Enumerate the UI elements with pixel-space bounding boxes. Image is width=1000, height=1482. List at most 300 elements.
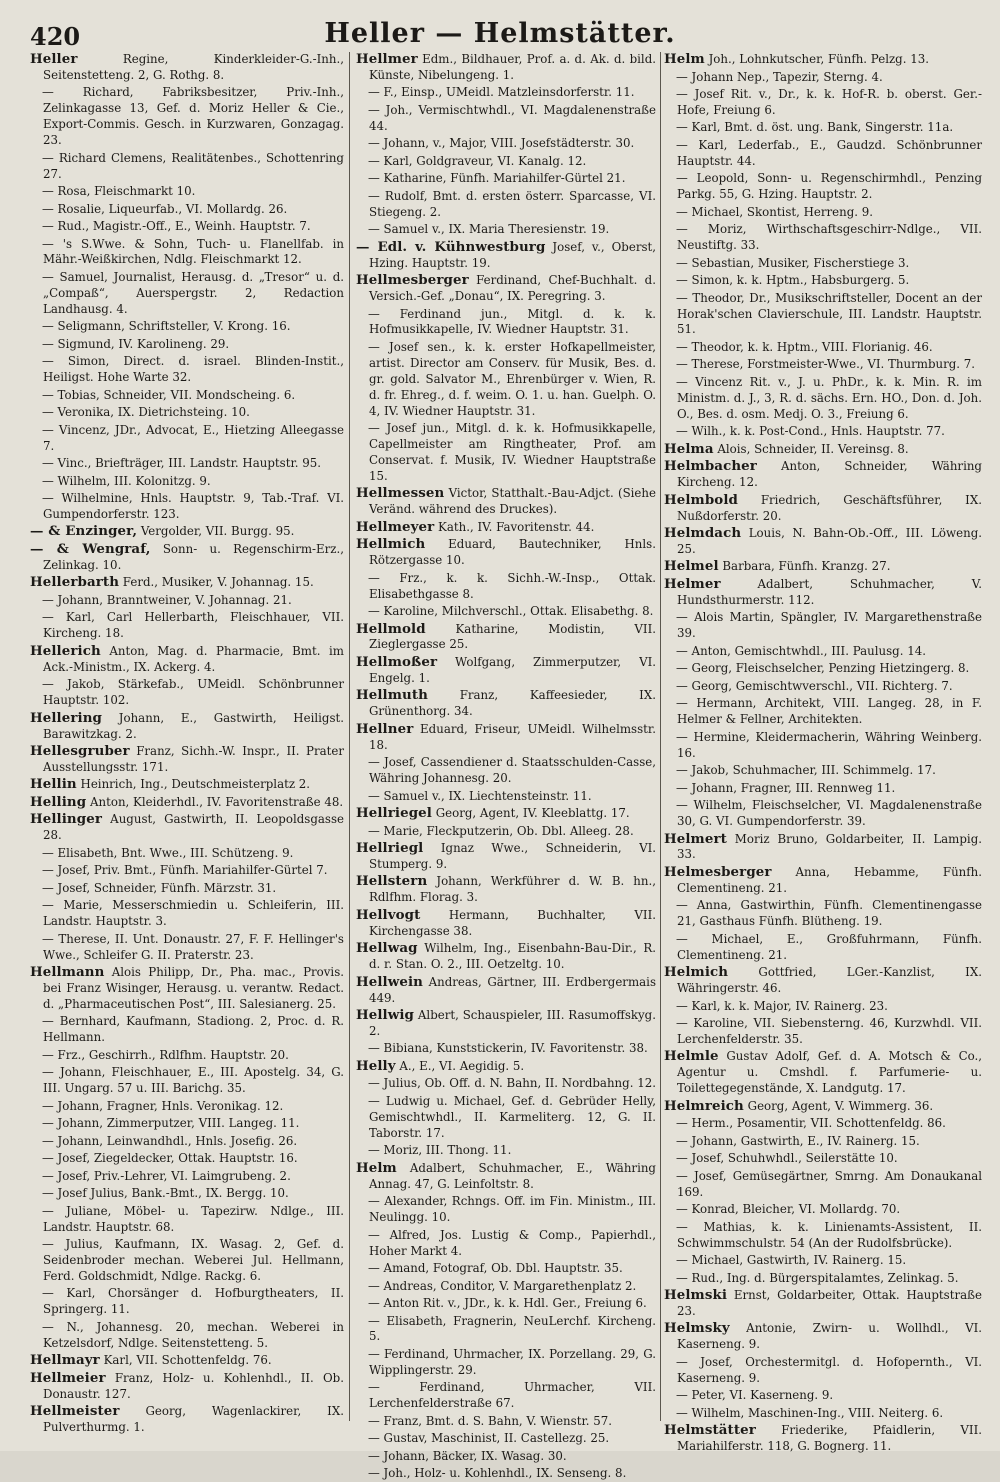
entry-text: — Simon, Direct. d. israel. Blinden-Instit., Heiligst. Hohe Warte 32. [42, 354, 344, 385]
entry-text: Josef, v., Oberst, Hzing. Hauptstr. 19. [369, 239, 657, 270]
entry-headword: Hellstern [356, 873, 428, 890]
directory-entry [356, 1094, 656, 1142]
directory-entry [356, 841, 656, 873]
directory-entry [356, 1194, 656, 1226]
directory-entry [356, 189, 656, 221]
directory-entry [664, 138, 982, 170]
directory-entry [664, 273, 982, 289]
directory-entry [30, 237, 344, 269]
entry-headword: Hellmoßer [356, 653, 438, 670]
entry-text: — F., Einsp., UMeidl. Matzleinsdorferstr. 11. [368, 85, 635, 100]
entry-text: — Julius, Kaufmann, IX. Wasag. 2, Gef. d. Seidenbroder mechan. Weberei Jul. Hellmann, Ferd. Goldschmidt, Ndlge. Rackg. 6. [42, 1237, 344, 1283]
entry-text: — Karoline, Milchverschl., Ottak. Elisabethg. 8. [368, 604, 654, 618]
entry-text: — Johann, Bäcker, IX. Wasag. 30. [368, 1448, 567, 1463]
entry-headword: Helm [356, 1159, 397, 1176]
entry-text: Victor, Statthalt.-Bau-Adjct. (Siehe Veränd. während des Druckes). [369, 486, 656, 517]
directory-entry [356, 604, 656, 620]
directory-entry [356, 136, 656, 152]
entry-headword: Helmer [664, 575, 721, 592]
entry-headword: Hellmessen [356, 485, 445, 502]
directory-entry [664, 1151, 982, 1167]
entry-text: Kath., IV. Favoritenstr. 44. [434, 519, 595, 534]
entry-text: Edm., Bildhauer, Prof. a. d. Ak. d. bild. Künste, Nibelungeng. 1. [369, 52, 656, 82]
entry-headword: Helm [664, 51, 705, 67]
entry-headword: Hellwag [356, 940, 418, 957]
entry-text: — Vincenz Rit. v., J. u. PhDr., k. k. Min. R. im Ministm. d. J., 3, R. d. sächs. Ern. HO., Don. d. Joh. O., Bes. d. osm. Medj. O. 3., Freiung 6. [676, 374, 982, 421]
entry-text: — Vinc., Briefträger, III. Landstr. Hauptstr. 95. [42, 456, 322, 471]
entry-text: — Josef, Cassendiener d. Staatsschulden-Casse, Währing Johannesg. 20. [368, 755, 656, 786]
entry-headword: Helmstätter [664, 1422, 756, 1439]
entry-headword: Helly [356, 1057, 396, 1074]
directory-entry [356, 789, 656, 805]
entry-text: — Rudolf, Bmt. d. ersten österr. Sparcasse, VI. Stiegeng. 2. [368, 188, 656, 219]
entry-text: — Seligmann, Schriftsteller, V. Krong. 16. [42, 319, 291, 334]
entry-text: — Johann, Fragner, Hnls. Veronikag. 12. [42, 1098, 284, 1113]
entry-text: — 's S.Wwe. & Sohn, Tuch- u. Flanellfab. in Mähr.-Weißkirchen, Ndlg. Fleischmarkt 12. [42, 236, 344, 267]
entry-text: Hermann, Buchhalter, VII. Kirchengasse 38. [369, 907, 656, 938]
directory-entry [664, 1220, 982, 1252]
entry-text: — Franz, Bmt. d. S. Bahn, V. Wienstr. 57. [368, 1413, 613, 1428]
directory-entry [356, 103, 656, 135]
entry-text: Franz, Sichh.-W. Inspr., II. Prater Ausstellungsstr. 171. [43, 744, 344, 774]
directory-entry [30, 405, 344, 421]
entry-text: — Sigmund, IV. Karolineng. 29. [42, 336, 230, 351]
entry-headword: Hellmuth [356, 687, 428, 704]
entry-text: — Karl, k. k. Major, IV. Rainerg. 23. [676, 998, 888, 1013]
entry-headword: Hellwig [356, 1007, 415, 1024]
entry-text: — Josef sen., k. k. erster Hofkapellmeister, artist. Director am Conserv. für Musik, Bes. d. gr. gold. Salvator M., Ehrenbürger v. Wien, R. d. fr. Ehreg., d. f. weim. O. 1. u. han. Guelph. O. 4, IV. Wiedner Hauptstr. 31. [368, 339, 656, 418]
directory-entry [30, 1116, 344, 1132]
entry-headword: Heller [30, 51, 78, 67]
column-3 [664, 51, 982, 1454]
directory-entry [664, 679, 982, 695]
directory-entry [356, 1161, 656, 1193]
entry-text: Ignaz Wwe., Schneiderin, VI. Stumperg. 9. [369, 841, 656, 871]
directory-entry [356, 222, 656, 238]
directory-entry [356, 722, 656, 754]
entry-headword: — & Wengraf, [30, 540, 151, 557]
entry-headword: Helmbold [664, 491, 738, 508]
entry-text: — Elisabeth, Bnt. Wwe., III. Schützeng. 9. [42, 845, 294, 860]
directory-entry [30, 388, 344, 404]
directory-entry [356, 1076, 656, 1092]
directory-entry [356, 941, 656, 973]
entry-text: Johann, E., Gastwirth, Heiligst. Barawitzkag. 2. [43, 710, 344, 741]
directory-entry [664, 442, 982, 458]
entry-headword: Hellmich [356, 536, 426, 553]
entry-text: — Mathias, k. k. Linienamts-Assistent, II. Schwimmschulstr. 54 (An der Rudolfsbrücke). [676, 1219, 982, 1250]
entry-text: Louis, N. Bahn-Ob.-Off., III. Löweng. 25. [677, 526, 982, 556]
directory-entry [30, 319, 344, 335]
directory-entry [664, 459, 982, 491]
entry-text: — Vincenz, JDr., Advocat, E., Hietzing Alleegasse 7. [42, 422, 344, 453]
entry-text: — Johann, v., Major, VIII. Josefstädterstr. 30. [368, 136, 635, 151]
directory-entry [664, 1169, 982, 1201]
entry-headword: — & Enzinger, [30, 523, 138, 540]
directory-entry [664, 1355, 982, 1387]
directory-entry [30, 575, 344, 591]
entry-text: — Gustav, Maschinist, II. Castellezg. 25. [368, 1431, 610, 1446]
entry-text: Joh., Lohnkutscher, Fünfh. Pelzg. 13. [704, 52, 929, 66]
directory-entry [30, 1237, 344, 1285]
entry-text: Franz, Kaffeesieder, IX. Grünenthorg. 34. [369, 688, 656, 719]
directory-entry [664, 171, 982, 203]
entry-headword: Hellerbarth [30, 574, 120, 591]
entry-text: Friederike, Pfaidlerin, VII. Mariahilferstr. 118, G. Bognerg. 11. [677, 1423, 982, 1454]
entry-text: — Simon, k. k. Hptm., Habsburgerg. 5. [676, 273, 910, 288]
entry-text: Moriz Bruno, Goldarbeiter, II. Lampig. 33. [677, 831, 982, 862]
entry-headword: Helling [30, 793, 87, 810]
entry-text: — Hermann, Architekt, VIII. Langeg. 28, in F. Helmer & Fellner, Architekten. [676, 696, 982, 727]
entry-text: — Anna, Gastwirthin, Fünfh. Clementinengasse 21, Gasthaus Fünfh. Blütheng. 19. [676, 898, 982, 929]
directory-entry [30, 354, 344, 386]
directory-entry [30, 270, 344, 318]
page-number: 420 [30, 22, 81, 51]
directory-entry [664, 798, 982, 830]
entry-text: Eduard, Friseur, UMeidl. Wilhelmsstr. 18. [369, 721, 656, 752]
entry-headword: Hellmold [356, 620, 426, 637]
entry-text: — Andreas, Conditor, V. Margarethenplatz 2. [368, 1278, 637, 1293]
directory-entry [356, 1008, 656, 1040]
entry-headword: Hellmayr [30, 1352, 100, 1369]
directory-entry [30, 474, 344, 490]
entry-text: Wilhelm, Ing., Eisenbahn-Bau-Dir., R. d. r. Stan. O. 2., III. Oetzeltg. 10. [369, 941, 656, 972]
directory-entry [664, 832, 982, 864]
entry-text: Vergolder, VII. Burgg. 95. [137, 524, 295, 539]
entry-text: — Ferdinand, Uhrmacher, VII. Lerchenfelderstraße 67. [368, 1380, 656, 1411]
entry-text: Franz, Holz- u. Kohlenhdl., II. Ob. Donaustr. 127. [43, 1370, 344, 1401]
entry-text: — Alois Martin, Spängler, IV. Margarethenstraße 39. [676, 610, 982, 641]
directory-entry [356, 171, 656, 187]
directory-entry [356, 85, 656, 101]
directory-entry [664, 357, 982, 373]
entry-text: — Therese, II. Unt. Donaustr. 27, F. F. Hellinger's Wwe., Schleifer G. II. Praterstr. 23. [42, 931, 344, 962]
directory-entry [30, 184, 344, 200]
entry-text: Ferdinand, Chef-Buchhalt. d. Versich.-Gef. „Donau“, IX. Peregring. 3. [369, 273, 656, 304]
directory-entry [356, 688, 656, 720]
entry-text: — Samuel, Journalist, Herausg. d. „Tresor“ u. d. „Compaß“, Auerspergstr. 2, Redaction Landhausg. 4. [42, 269, 344, 316]
directory-entry [356, 874, 656, 906]
directory-entry [664, 1423, 982, 1455]
directory-entry [664, 610, 982, 642]
directory-entry [664, 898, 982, 930]
directory-entry [664, 696, 982, 728]
directory-entry [356, 340, 656, 420]
entry-headword: Hellesgruber [30, 743, 130, 759]
entry-text: — Johann, Fleischhauer, E., III. Apostelg. 34, G. III. Ungarg. 57 u. III. Barichg. 35. [42, 1065, 344, 1096]
entry-text: — Alfred, Jos. Lustig & Comp., Papierhdl., Hoher Markt 4. [368, 1227, 656, 1258]
directory-entry [664, 340, 982, 356]
entry-text: Georg, Agent, IV. Kleeblattg. 17. [431, 806, 630, 821]
entry-text: Georg, Wagenlackirer, IX. Pulverthurmg. 1. [43, 1404, 344, 1435]
entry-text: — Wilhelm, Fleischselcher, VI. Magdalenenstraße 30, G. VI. Gumpendorferstr. 39. [676, 798, 982, 828]
entry-text: — Karoline, VII. Siebensterng. 46, Kurzwhdl. VII. Lerchenfelderstr. 35. [676, 1016, 982, 1046]
entry-text: — Amand, Fotograf, Ob. Dbl. Hauptstr. 35. [368, 1261, 623, 1275]
entry-text: Anton, Schneider, Währing Kircheng. 12. [677, 459, 982, 490]
directory-entry [30, 151, 344, 183]
directory-entry [664, 87, 982, 119]
entry-text: — Julius, Ob. Off. d. N. Bahn, II. Nordbahng. 12. [368, 1076, 656, 1091]
entry-headword: Helmski [664, 1287, 728, 1304]
entry-text: — Georg, Fleischselcher, Penzing Hietzingerg. 8. [676, 661, 970, 676]
entry-text: — Rud., Ing. d. Bürgerspitalamtes, Zelinkag. 5. [676, 1270, 959, 1285]
entry-text: — Joh., Holz- u. Kohlenhdl., IX. Senseng. 8. [368, 1466, 627, 1481]
entry-text: — Josef, Priv. Bmt., Fünfh. Mariahilfer-Gürtel 7. [42, 863, 328, 878]
directory-entry [664, 999, 982, 1015]
directory-entry [664, 1116, 982, 1132]
directory-entry [30, 1186, 344, 1202]
directory-entry [664, 763, 982, 779]
directory-entry [356, 622, 656, 654]
directory-entry [30, 795, 344, 811]
entry-text: — Sebastian, Musiker, Fischerstiege 3. [676, 255, 910, 270]
directory-entry [664, 644, 982, 660]
entry-text: — Jakob, Stärkefab., UMeidl. Schönbrunner Hauptstr. 102. [42, 677, 344, 708]
entry-text: — Karl, Bmt. d. öst. ung. Bank, Singerstr. 11a. [676, 120, 954, 135]
entry-headword: Hellmesberger [356, 272, 469, 289]
entry-headword: Helmel [664, 558, 719, 575]
directory-entry [30, 1014, 344, 1046]
directory-entry [664, 526, 982, 558]
directory-entry [664, 1253, 982, 1269]
directory-entry [664, 781, 982, 797]
directory-entry [664, 1406, 982, 1422]
directory-entry [356, 52, 656, 84]
directory-entry [30, 85, 344, 149]
entry-headword: Helmsky [664, 1320, 730, 1337]
entry-text: — Anton, Gemischtwhdl., III. Paulusg. 14. [676, 643, 926, 658]
directory-entry [664, 424, 982, 440]
directory-entry [356, 154, 656, 170]
directory-entry [30, 491, 344, 523]
entry-text: — Ferdinand, Uhrmacher, IX. Porzellang. 29, G. Wipplingerstr. 29. [368, 1346, 656, 1377]
entry-text: — N., Johannesg. 20, mechan. Weberei in Ketzelsdorf, Ndlge. Seitenstetteng. 5. [42, 1319, 344, 1350]
directory-entry [356, 1261, 656, 1277]
entry-headword: Hellner [356, 720, 414, 737]
entry-text: — Josef, Priv.-Lehrer, VI. Laimgrubeng. 2. [42, 1168, 291, 1183]
directory-entry [30, 52, 344, 84]
entry-text: Gustav Adolf, Gef. d. A. Motsch & Co., Agentur u. Cmshdl. f. Parfumerie- u. Toilettegegenstände, X. Landgutg. 17. [677, 1049, 982, 1096]
directory-entry [664, 256, 982, 272]
directory-entry [356, 975, 656, 1007]
entry-headword: Hellriegel [356, 805, 432, 822]
directory-entry [30, 593, 344, 609]
directory-entry [356, 806, 656, 822]
directory-entry [30, 965, 344, 1013]
entry-headword: Hellerich [30, 642, 101, 659]
entry-headword: Hellmer [356, 51, 418, 67]
directory-entry [664, 375, 982, 423]
directory-entry [356, 1228, 656, 1260]
entry-text: — Wilh., k. k. Post-Cond., Hnls. Hauptstr. 77. [676, 424, 945, 439]
entry-text: Ferd., Musiker, V. Johannag. 15. [119, 575, 314, 590]
directory-entry [30, 337, 344, 353]
directory-entry [664, 865, 982, 897]
directory-entry [664, 120, 982, 136]
entry-text: — Theodor, k. k. Hptm., VIII. Florianig. 46. [676, 339, 933, 354]
entry-text: — Karl, Chorsänger d. Hofburgtheaters, II. Springerg. 11. [42, 1286, 344, 1317]
entry-headword: Helmich [664, 964, 729, 981]
entry-text: Adalbert, Schuhmacher, V. Hundsthurmerstr. 112. [677, 576, 982, 607]
directory-entry [664, 493, 982, 525]
entry-text: Johann, Werkführer d. W. B. hn., Rdlfhm. Florag. 3. [369, 874, 656, 905]
entry-text: — Moriz, Wirthschaftsgeschirr-Ndlge., VII. Neustiftg. 33. [676, 222, 982, 253]
directory-entry [30, 1320, 344, 1352]
entry-text: August, Gastwirth, II. Leopoldsgasse 28. [43, 812, 344, 843]
entry-text: — Ludwig u. Michael, Gef. d. Gebrüder Helly, Gemischtwhdl., II. Karmeliterg. 12, G. II. Taborstr. 17. [368, 1093, 656, 1140]
directory-entry [356, 824, 656, 840]
directory-entry [30, 423, 344, 455]
directory-entry [664, 1388, 982, 1404]
entry-text: — Michael, E., Großfuhrmann, Fünfh. Clementineng. 21. [676, 931, 982, 962]
entry-headword: Helmdach [664, 525, 742, 542]
directory-entry [30, 644, 344, 676]
entry-text: Georg, Agent, V. Wimmerg. 36. [743, 1098, 934, 1113]
directory-entry [356, 537, 656, 569]
directory-entry [30, 881, 344, 897]
entry-text: Antonie, Zwirn- u. Wollhdl., VI. Kaserneng. 9. [677, 1321, 982, 1352]
directory-entry [356, 421, 656, 485]
directory-entry [356, 1347, 656, 1379]
entry-text: — Katharine, Fünfh. Mariahilfer-Gürtel 21. [368, 171, 626, 186]
directory-entry [30, 610, 344, 642]
entry-text: — Josef, Gemüsegärtner, Smrng. Am Donaukanal 169. [676, 1168, 982, 1199]
entry-headword: Hellwein [356, 973, 424, 990]
directory-entry [356, 486, 656, 518]
entry-text: Anna, Hebamme, Fünfh. Clementineng. 21. [677, 864, 982, 895]
directory-entry [356, 520, 656, 536]
entry-text: — Elisabeth, Fragnerin, NeuLerchf. Kircheng. 5. [368, 1313, 656, 1344]
entry-headword: Hellmeyer [356, 518, 435, 535]
entry-text: — Marie, Messerschmiedin u. Schleiferin, III. Landstr. Hauptstr. 3. [42, 898, 344, 929]
entry-text: Regine, Kinderkleider-G.-Inh., Seitenstetteng. 2, G. Rothg. 8. [43, 52, 344, 82]
entry-text: — Anton Rit. v., JDr., k. k. Hdl. Ger., Freiung 6. [368, 1296, 647, 1310]
entry-text: Karl, VII. Schottenfeldg. 76. [99, 1353, 272, 1368]
directory-entry [30, 932, 344, 964]
entry-text: Sonn- u. Regenschirm-Erz., Zelinkag. 10. [43, 541, 344, 572]
directory-entry [30, 711, 344, 743]
directory-entry [356, 1414, 656, 1430]
entry-headword: Helmbacher [664, 458, 757, 475]
directory-entry [356, 1279, 656, 1295]
directory-entry [664, 965, 982, 997]
entry-text: — Tobias, Schneider, VII. Mondscheing. 6. [42, 387, 296, 402]
directory-entry [30, 1099, 344, 1115]
directory-entry [30, 524, 344, 540]
entry-text: — Bernhard, Kaufmann, Stadiong. 2, Proc. d. R. Hellmann. [42, 1014, 344, 1045]
entry-text: — Bibiana, Kunststickerin, IV. Favoritenstr. 38. [368, 1041, 648, 1056]
entry-text: Wolfgang, Zimmerputzer, VI. Engelg. 1. [369, 654, 656, 685]
entry-text: — Johann, Fragner, III. Rennweg 11. [676, 780, 896, 795]
entry-headword: Hellmann [30, 964, 105, 981]
entry-text: Gottfried, LGer.-Kanzlist, IX. Währingerstr. 46. [677, 965, 982, 996]
entry-text: — Karl, Carl Hellerbarth, Fleischhauer, VII. Kircheng. 18. [42, 610, 344, 641]
entry-text: — Rosalie, Liqueurfab., VI. Mollardg. 26. [42, 201, 288, 216]
entry-text: Albert, Schauspieler, III. Rasumoffskyg. 2. [369, 1008, 656, 1038]
entry-text: — Hermine, Kleidermacherin, Währing Weinberg. 16. [676, 729, 982, 760]
directory-entry [664, 730, 982, 762]
entry-text: — Therese, Forstmeister-Wwe., VI. Thurmburg. 7. [676, 357, 976, 372]
directory-entry [356, 1431, 656, 1447]
entry-text: — Johann, Gastwirth, E., IV. Rainerg. 15. [676, 1133, 920, 1148]
entry-text: — Frz., k. k. Sichh.-W.-Insp., Ottak. Elisabethgasse 8. [368, 570, 656, 601]
directory-entry [30, 677, 344, 709]
entry-headword: Hellvogt [356, 906, 421, 923]
entry-text: — Richard Clemens, Realitätenbes., Schottenring 27. [42, 150, 344, 181]
entry-text: A., E., VI. Aegidig. 5. [395, 1058, 525, 1073]
directory-entry [664, 577, 982, 609]
entry-text: — Michael, Skontist, Herreng. 9. [676, 204, 874, 219]
entry-headword: Helmle [664, 1048, 719, 1065]
directory-entry [30, 542, 344, 574]
entry-headword: Hellering [30, 709, 103, 726]
column-1 [30, 51, 344, 1435]
directory-entry [30, 202, 344, 218]
entry-text: — Georg, Gemischtwverschl., VII. Richterg. 7. [676, 678, 953, 693]
entry-headword: Helma [664, 440, 714, 457]
entry-text: — Karl, Goldgraveur, VI. Kanalg. 12. [368, 153, 587, 168]
entry-text: — Ferdinand jun., Mitgl. d. k. k. Hofmusikkapelle, IV. Wiedner Hauptstr. 31. [368, 306, 656, 337]
directory-entry [30, 846, 344, 862]
entry-text: Ernst, Goldarbeiter, Ottak. Hauptstraße 23. [677, 1288, 982, 1318]
directory-entry [356, 1380, 656, 1412]
entry-headword: Hellriegl [356, 840, 424, 857]
directory-entry [356, 273, 656, 305]
entry-text: — Josef Rit. v., Dr., k. k. Hof-R. b. oberst. Ger.-Hofe, Freiung 6. [676, 87, 982, 117]
entry-text: — Johann, Branntweiner, V. Johannag. 21. [42, 592, 292, 607]
directory-entry [664, 932, 982, 964]
entry-text: — Samuel v., IX. Maria Theresienstr. 19. [368, 222, 610, 237]
entry-text: — Michael, Gastwirth, IV. Rainerg. 15. [676, 1253, 907, 1268]
entry-text: Andreas, Gärtner, III. Erdbergermais 449. [369, 974, 656, 1005]
directory-entry [356, 307, 656, 339]
entry-text: Adalbert, Schuhmacher, E., Währing Annag. 47, G. Leinfoltstr. 8. [369, 1160, 656, 1191]
directory-entry [664, 1016, 982, 1048]
entry-text: — Konrad, Bleicher, VI. Mollardg. 70. [676, 1202, 901, 1217]
directory-entry [30, 1169, 344, 1185]
entry-text: — Alexander, Rchngs. Off. im Fin. Ministm., III. Neulingg. 10. [368, 1194, 656, 1225]
entry-headword: — Edl. v. Kühnwestburg [356, 238, 546, 255]
entry-text: — Peter, VI. Kaserneng. 9. [676, 1388, 834, 1403]
directory-entry [356, 755, 656, 787]
entry-text: Alois Philipp, Dr., Pha. mac., Provis. bei Franz Wisinger, Herausg. u. verantw. Redact. d. „Pharmaceutischen Post“, III. Salesianerg. 25. [43, 965, 344, 1011]
directory-entry [664, 1202, 982, 1218]
directory-entry [664, 1271, 982, 1287]
entry-text: — Johann Nep., Tapezir, Sterng. 4. [676, 69, 883, 84]
column-2 [356, 51, 657, 1481]
directory-entry [664, 222, 982, 254]
entry-text: Katharine, Modistin, VII. Zieglergasse 25. [369, 621, 656, 652]
entry-text: — Moriz, III. Thong. 11. [368, 1143, 512, 1158]
entry-text: — Wilhelm, III. Kolonitzg. 9. [42, 473, 211, 488]
directory-entry [30, 1134, 344, 1150]
directory-entry [664, 1321, 982, 1353]
entry-text: Heinrich, Ing., Deutschmeisterplatz 2. [76, 777, 311, 792]
directory-entry [356, 655, 656, 687]
directory-entry [664, 1049, 982, 1097]
entry-text: — Veronika, IX. Dietrichsteing. 10. [42, 405, 250, 420]
directory-entry [664, 52, 982, 68]
entry-text: Friedrich, Geschäftsführer, IX. Nußdorferstr. 20. [677, 492, 982, 523]
entry-text: — Josef, Schuhwhdl., Seilerstätte 10. [676, 1151, 898, 1166]
directory-entry [664, 1099, 982, 1115]
entry-text: — Jakob, Schuhmacher, III. Schimmelg. 17. [676, 763, 936, 778]
directory-entry [30, 1065, 344, 1097]
directory-entry [30, 1353, 344, 1369]
directory-entry [664, 205, 982, 221]
entry-text: Anton, Mag. d. Pharmacie, Bmt. im Ack.-Ministm., IX. Ackerg. 4. [43, 643, 344, 674]
directory-entry [30, 219, 344, 235]
